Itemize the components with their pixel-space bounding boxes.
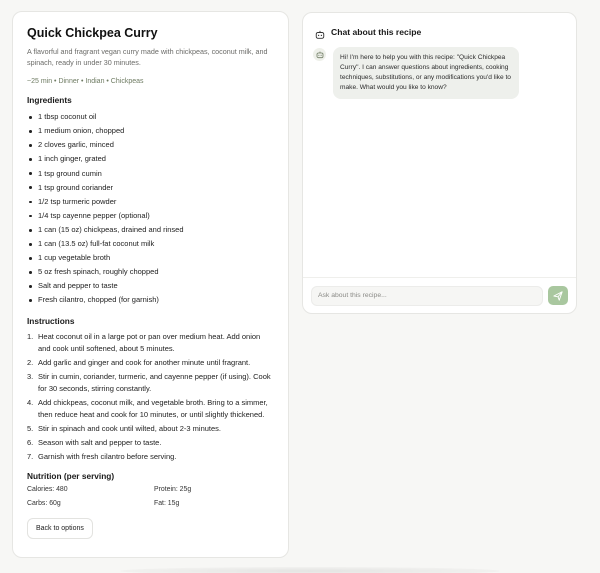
- step-number: 6.: [27, 437, 34, 447]
- step-text: Heat coconut oil in a large pot or pan over medium heat. Add onion and cook until softened, about 5 minutes.: [38, 331, 261, 353]
- step-number: 5.: [27, 423, 34, 433]
- ingredients-heading: Ingredients: [27, 95, 72, 106]
- ingredient-item: 1/4 tsp cayenne pepper (optional): [27, 209, 274, 223]
- step-text: Stir in cumin, coriander, turmeric, and cayenne pepper (if using). Cook for 30 seconds, stirring constantly.: [38, 371, 271, 393]
- step-number: 1.: [27, 331, 34, 341]
- step-number: 2.: [27, 357, 34, 367]
- ingredient-item: 1 inch ginger, grated: [27, 152, 274, 166]
- nutrition-fat: Fat: 15g: [154, 500, 180, 508]
- nutrition-carbs: Carbs: 60g: [27, 500, 61, 508]
- instructions-heading: Instructions: [27, 315, 75, 326]
- assistant-message-bubble: Hi! I'm here to help you with this recipe: "Quick Chickpea Curry". I can answer questions about ingredients, cooking techniques, substitutions, or any modifications you'd like to make. What would you like to know?: [333, 47, 519, 99]
- step-text: Season with salt and pepper to taste.: [38, 437, 162, 447]
- instruction-step: [27, 331, 274, 356]
- instruction-step: [27, 371, 274, 396]
- chat-input[interactable]: [311, 286, 543, 306]
- ingredient-item: 1 tsp ground coriander: [27, 181, 274, 195]
- step-text: Stir in spinach and cook until wilted, about 2-3 minutes.: [38, 423, 222, 433]
- ingredient-item: 5 oz fresh spinach, roughly chopped: [27, 265, 274, 279]
- ingredient-item: 1/2 tsp turmeric powder: [27, 195, 274, 209]
- send-button[interactable]: [548, 286, 568, 305]
- chat-header: [303, 13, 576, 43]
- ingredient-item: 1 tbsp coconut oil: [27, 110, 274, 124]
- nutrition-protein: Protein: 25g: [154, 486, 192, 494]
- recipe-description: A flavorful and fragrant vegan curry made with chickpeas, coconut milk, and spinach, ready in under 30 minutes.: [27, 47, 268, 67]
- back-to-options-button[interactable]: Back to options: [27, 518, 93, 539]
- step-number: 7.: [27, 451, 34, 461]
- step-number: 4.: [27, 397, 34, 407]
- bot-icon: [316, 51, 324, 59]
- instructions-list: [27, 331, 274, 464]
- assistant-avatar: [313, 48, 326, 61]
- instruction-step: [27, 451, 274, 463]
- bot-icon: [315, 27, 325, 37]
- instruction-step: [27, 397, 274, 422]
- chat-composer: [303, 277, 576, 313]
- instruction-step: [27, 357, 274, 369]
- nutrition-heading: Nutrition (per serving): [27, 471, 115, 482]
- chat-message: [303, 43, 576, 99]
- nutrition-grid: [27, 486, 274, 507]
- ingredient-item: 1 medium onion, chopped: [27, 124, 274, 138]
- ingredient-item: 1 can (13.5 oz) full-fat coconut milk: [27, 237, 274, 251]
- instruction-step: [27, 437, 274, 449]
- ingredient-item: Fresh cilantro, chopped (for garnish): [27, 293, 274, 307]
- recipe-meta: ~25 min • Dinner • Indian • Chickpeas: [27, 78, 144, 86]
- send-icon: [553, 291, 563, 301]
- step-text: Garnish with fresh cilantro before serving.: [38, 451, 177, 461]
- ingredient-item: 1 can (15 oz) chickpeas, drained and rinsed: [27, 223, 274, 237]
- ingredient-item: 1 tsp ground cumin: [27, 167, 274, 181]
- chat-title: Chat about this recipe: [331, 27, 422, 37]
- nutrition-calories: Calories: 480: [27, 486, 68, 494]
- instruction-step: [27, 423, 274, 435]
- ingredients-list: [27, 110, 274, 307]
- ingredient-item: Salt and pepper to taste: [27, 279, 274, 293]
- step-text: Add chickpeas, coconut milk, and vegetable broth. Bring to a simmer, then reduce heat and cook for 10 minutes, or until slightly thickened.: [38, 397, 268, 420]
- bottom-shadow: [120, 567, 500, 573]
- step-text: Add garlic and ginger and cook for another minute until fragrant.: [38, 357, 251, 367]
- chat-panel: [302, 12, 577, 314]
- step-number: 3.: [27, 371, 34, 381]
- ingredient-item: 1 cup vegetable broth: [27, 251, 274, 265]
- recipe-card: [12, 11, 289, 558]
- ingredient-item: 2 cloves garlic, minced: [27, 138, 274, 152]
- recipe-title: Quick Chickpea Curry: [27, 26, 158, 40]
